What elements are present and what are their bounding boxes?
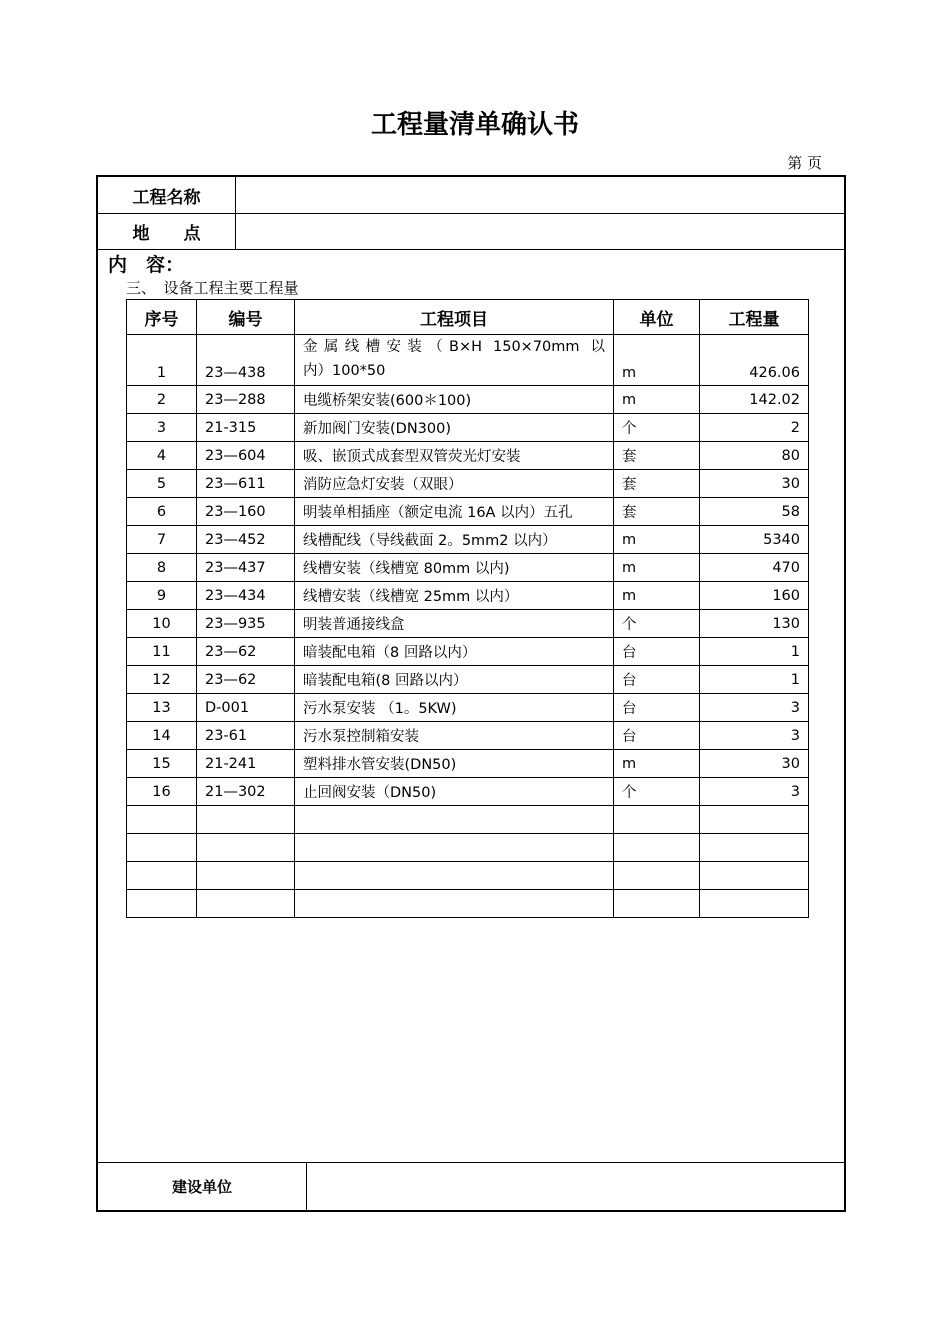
row-code: D-001 <box>197 694 295 722</box>
row-code: 21-315 <box>197 414 295 442</box>
table-row <box>127 694 809 722</box>
row-seq: 4 <box>127 442 197 470</box>
row-seq: 12 <box>127 666 197 694</box>
row-unit: 套 <box>614 442 700 470</box>
row-seq: 8 <box>127 554 197 582</box>
content-label: 内 容： <box>108 254 185 276</box>
page-number: 第 页 <box>787 154 822 172</box>
row-item-line2: 内）100*50 <box>303 363 386 379</box>
table-row <box>127 638 809 666</box>
table-row <box>127 582 809 610</box>
row-item: 消防应急灯安装（双眼） <box>295 470 614 498</box>
row-seq: 14 <box>127 722 197 750</box>
row-item: 止回阀安装（DN50) <box>295 778 614 806</box>
row-item: 电缆桥架安装(600＊100) <box>295 386 614 414</box>
table-row <box>127 526 809 554</box>
row-quantity: 3 <box>700 778 809 806</box>
empty-table-row <box>127 834 809 862</box>
row-code: 23—604 <box>197 442 295 470</box>
project-name-label: 工程名称 <box>98 177 236 213</box>
quantity-table <box>126 299 809 918</box>
row-unit: m <box>614 526 700 554</box>
table-row <box>127 666 809 694</box>
row-seq: 2 <box>127 386 197 414</box>
row-seq: 3 <box>127 414 197 442</box>
location-label: 地 点 <box>98 213 236 249</box>
header-seq: 序号 <box>127 300 197 335</box>
row-quantity: 30 <box>700 470 809 498</box>
row-quantity: 426.06 <box>700 335 809 386</box>
row-unit: m <box>614 582 700 610</box>
row-quantity: 470 <box>700 554 809 582</box>
header-item: 工程项目 <box>295 300 614 335</box>
row-item: 污水泵控制箱安装 <box>295 722 614 750</box>
table-row <box>127 722 809 750</box>
row-quantity: 2 <box>700 414 809 442</box>
table-row <box>127 610 809 638</box>
row-code: 23—160 <box>197 498 295 526</box>
project-name-row <box>98 177 844 214</box>
row-item: 污水泵安装 （1。5KW) <box>295 694 614 722</box>
row-code: 21-241 <box>197 750 295 778</box>
form-frame <box>96 175 846 1212</box>
row-seq: 9 <box>127 582 197 610</box>
table-row <box>127 335 809 386</box>
row-unit: 个 <box>614 778 700 806</box>
row-code: 23—452 <box>197 526 295 554</box>
row-seq: 16 <box>127 778 197 806</box>
row-unit: 套 <box>614 498 700 526</box>
row-seq: 7 <box>127 526 197 554</box>
empty-table-row <box>127 890 809 918</box>
row-item: 线槽安装（线槽宽 80mm 以内) <box>295 554 614 582</box>
table-row <box>127 554 809 582</box>
table-row <box>127 778 809 806</box>
row-unit: m <box>614 386 700 414</box>
table-row <box>127 470 809 498</box>
row-unit: 台 <box>614 694 700 722</box>
row-seq: 1 <box>127 335 197 386</box>
header-quantity: 工程量 <box>700 300 809 335</box>
row-seq: 15 <box>127 750 197 778</box>
row-unit: 个 <box>614 414 700 442</box>
row-unit: 台 <box>614 638 700 666</box>
row-code: 23—438 <box>197 335 295 386</box>
row-quantity: 5340 <box>700 526 809 554</box>
table-row <box>127 750 809 778</box>
row-code: 23-61 <box>197 722 295 750</box>
row-code: 23—62 <box>197 638 295 666</box>
row-item: 明装普通接线盒 <box>295 610 614 638</box>
section-title: 三、 设备工程主要工程量 <box>126 279 299 297</box>
table-row <box>127 414 809 442</box>
empty-table-row <box>127 862 809 890</box>
row-unit: 套 <box>614 470 700 498</box>
row-code: 21—302 <box>197 778 295 806</box>
row-code: 23—935 <box>197 610 295 638</box>
row-unit: m <box>614 335 700 386</box>
row-code: 23—288 <box>197 386 295 414</box>
row-unit: 个 <box>614 610 700 638</box>
row-item <box>295 335 614 386</box>
row-code: 23—62 <box>197 666 295 694</box>
row-item: 暗装配电箱（8 回路以内） <box>295 638 614 666</box>
row-quantity: 1 <box>700 666 809 694</box>
row-quantity: 80 <box>700 442 809 470</box>
table-row <box>127 386 809 414</box>
row-quantity: 130 <box>700 610 809 638</box>
row-quantity: 3 <box>700 694 809 722</box>
row-unit: m <box>614 554 700 582</box>
row-item: 明装单相插座（额定电流 16A 以内）五孔 <box>295 498 614 526</box>
row-quantity: 160 <box>700 582 809 610</box>
row-item: 暗装配电箱(8 回路以内） <box>295 666 614 694</box>
header-unit: 单位 <box>614 300 700 335</box>
row-code: 23—434 <box>197 582 295 610</box>
empty-table-row <box>127 806 809 834</box>
row-seq: 11 <box>127 638 197 666</box>
row-quantity: 58 <box>700 498 809 526</box>
row-item: 吸、嵌顶式成套型双管荧光灯安装 <box>295 442 614 470</box>
row-seq: 6 <box>127 498 197 526</box>
row-unit: 台 <box>614 722 700 750</box>
row-code: 23—611 <box>197 470 295 498</box>
row-seq: 13 <box>127 694 197 722</box>
location-row <box>98 213 844 250</box>
row-code: 23—437 <box>197 554 295 582</box>
footer-label: 建设单位 <box>98 1163 307 1210</box>
row-item: 塑料排水管安装(DN50) <box>295 750 614 778</box>
row-quantity: 3 <box>700 722 809 750</box>
row-quantity: 30 <box>700 750 809 778</box>
footer-row <box>98 1162 844 1210</box>
row-unit: 台 <box>614 666 700 694</box>
row-item: 线槽配线（导线截面 2。5mm2 以内） <box>295 526 614 554</box>
row-seq: 5 <box>127 470 197 498</box>
row-seq: 10 <box>127 610 197 638</box>
table-row <box>127 442 809 470</box>
row-item: 新加阀门安装(DN300) <box>295 414 614 442</box>
row-item-line1: 金属线槽安装（B×H 150×70mm 以 <box>303 339 605 355</box>
table-row <box>127 498 809 526</box>
table-header-row <box>127 300 809 335</box>
row-quantity: 1 <box>700 638 809 666</box>
row-unit: m <box>614 750 700 778</box>
row-quantity: 142.02 <box>700 386 809 414</box>
document-title: 工程量清单确认书 <box>370 110 579 140</box>
header-code: 编号 <box>197 300 295 335</box>
row-item: 线槽安装（线槽宽 25mm 以内） <box>295 582 614 610</box>
